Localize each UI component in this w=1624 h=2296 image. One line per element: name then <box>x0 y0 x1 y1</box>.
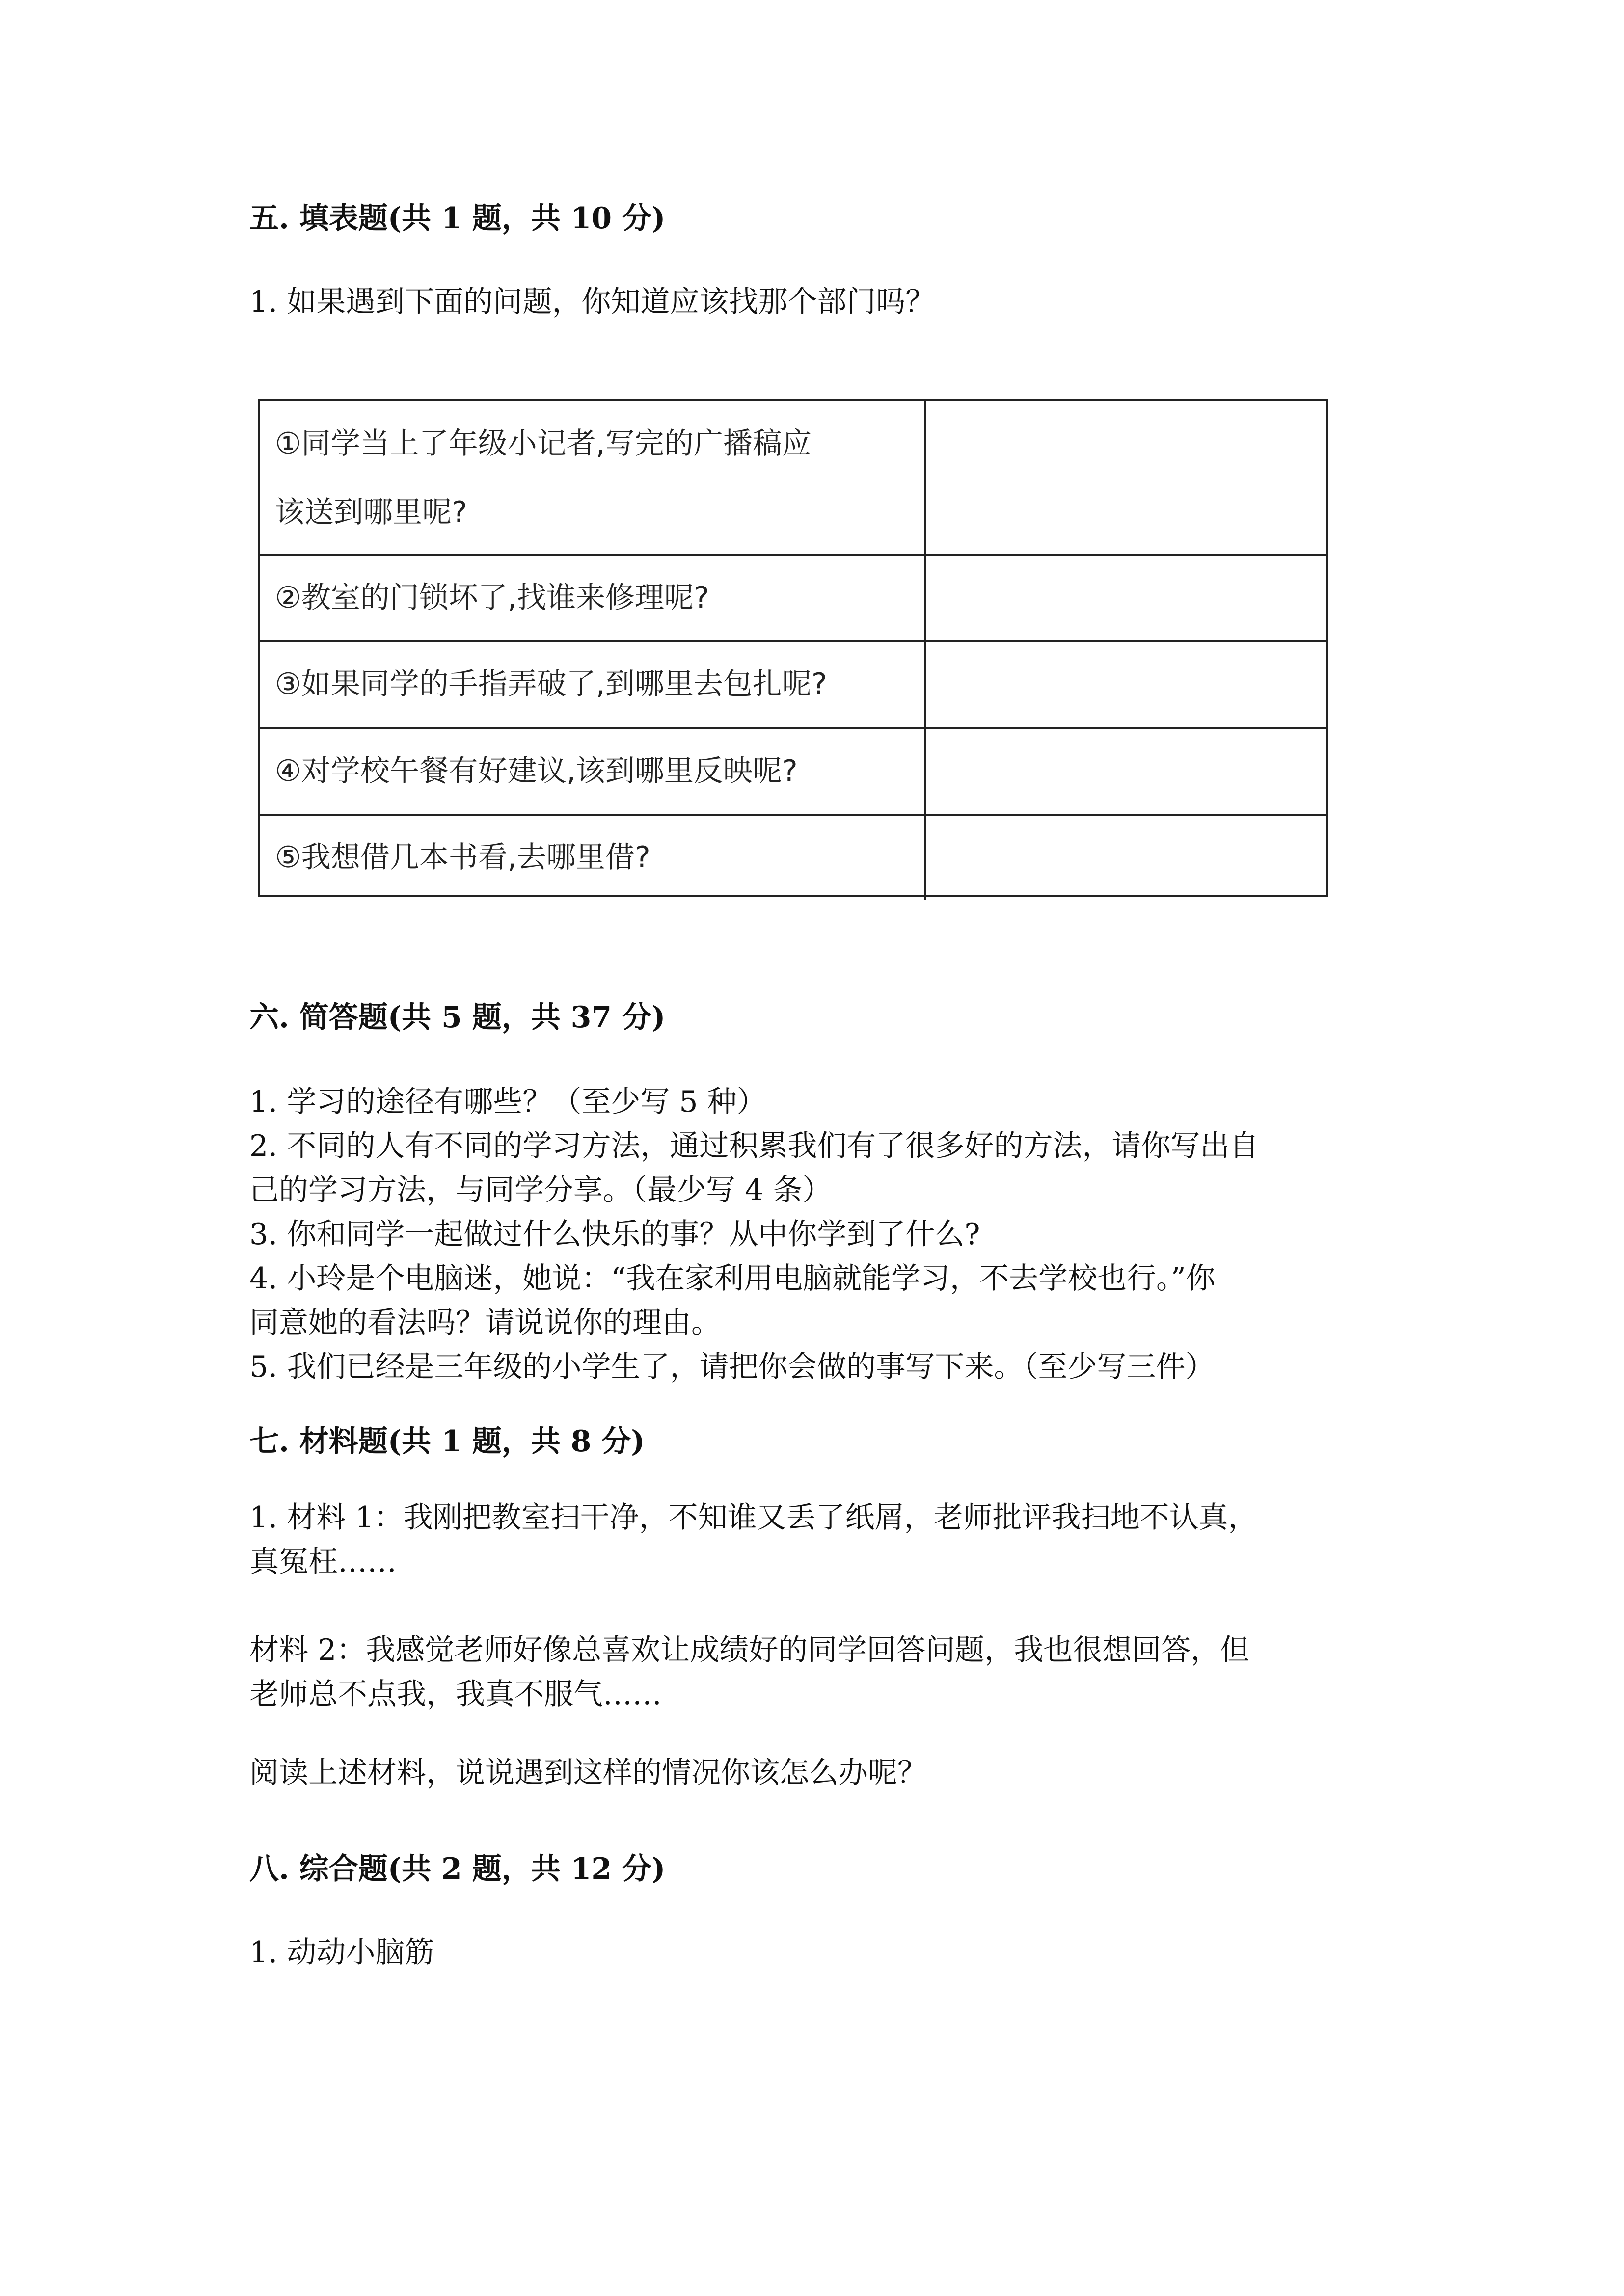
table-answer-cell[interactable] <box>926 729 1326 814</box>
material-1-line: 1. 材料 1：我刚把教室扫干净，不知谁又丢了纸屑，老师批评我扫地不认真， <box>249 1500 1258 1535</box>
table-question-line: ①同学当上了年级小记者,写完的广播稿应 <box>275 426 812 461</box>
table-question-cell <box>260 642 926 727</box>
department-table <box>258 399 1328 897</box>
table-answer-cell[interactable] <box>926 816 1326 900</box>
table-question-cell <box>260 816 926 900</box>
table-row <box>260 816 1326 900</box>
section-6-line: 5. 我们已经是三年级的小学生了，请把你会做的事写下来。（至少写三件） <box>249 1350 1215 1384</box>
table-question-line: ②教室的门锁坏了,找谁来修理呢? <box>275 581 709 615</box>
table-question-line: ③如果同学的手指弄破了,到哪里去包扎呢? <box>275 667 827 701</box>
material-1-line: 真冤枉…… <box>249 1545 397 1579</box>
table-row <box>260 556 1326 642</box>
table-question-line: ④对学校午餐有好建议,该到哪里反映呢? <box>275 754 798 788</box>
material-prompt: 阅读上述材料，说说遇到这样的情况你该怎么办呢？ <box>249 1756 927 1790</box>
table-answer-cell[interactable] <box>926 642 1326 727</box>
section-6-line: 2. 不同的人有不同的学习方法，通过积累我们有了很多好的方法，请你写出自 <box>249 1129 1259 1163</box>
section-6-line: 己的学习方法，与同学分享。（最少写 4 条） <box>249 1173 832 1207</box>
table-row <box>260 642 1326 729</box>
section-7-heading: 七. 材料题(共 1 题，共 8 分) <box>249 1424 645 1459</box>
table-answer-cell[interactable] <box>926 401 1326 554</box>
section-5-heading: 五. 填表题(共 1 题，共 10 分) <box>249 201 666 236</box>
section-6-line: 3. 你和同学一起做过什么快乐的事？从中你学到了什么? <box>249 1217 980 1252</box>
table-question-line: ⑤我想借几本书看,去哪里借? <box>275 840 650 875</box>
section-6-heading: 六. 简答题(共 5 题，共 37 分) <box>249 1000 666 1035</box>
section-6-line: 1. 学习的途径有哪些？（至少写 5 种） <box>249 1085 766 1119</box>
table-row <box>260 729 1326 816</box>
table-question-cell <box>260 556 926 640</box>
table-question-cell <box>260 401 926 554</box>
table-answer-cell[interactable] <box>926 556 1326 640</box>
section-6-line: 4. 小玲是个电脑迷，她说：“我在家利用电脑就能学习，不去学校也行。”你 <box>249 1261 1216 1296</box>
material-2-line: 材料 2：我感觉老师好像总喜欢让成绩好的同学回答问题，我也很想回答，但 <box>249 1633 1250 1667</box>
table-question-line: 该送到哪里呢? <box>275 495 467 530</box>
section-8-question-1: 1. 动动小脑筋 <box>249 1935 434 1970</box>
section-5-question-1: 1. 如果遇到下面的问题，你知道应该找那个部门吗？ <box>249 285 935 319</box>
table-question-cell <box>260 729 926 814</box>
section-6-line: 同意她的看法吗？请说说你的理由。 <box>249 1306 721 1340</box>
material-2-line: 老师总不点我，我真不服气…… <box>249 1677 662 1711</box>
section-8-heading: 八. 综合题(共 2 题，共 12 分) <box>249 1852 666 1886</box>
table-row <box>260 401 1326 556</box>
